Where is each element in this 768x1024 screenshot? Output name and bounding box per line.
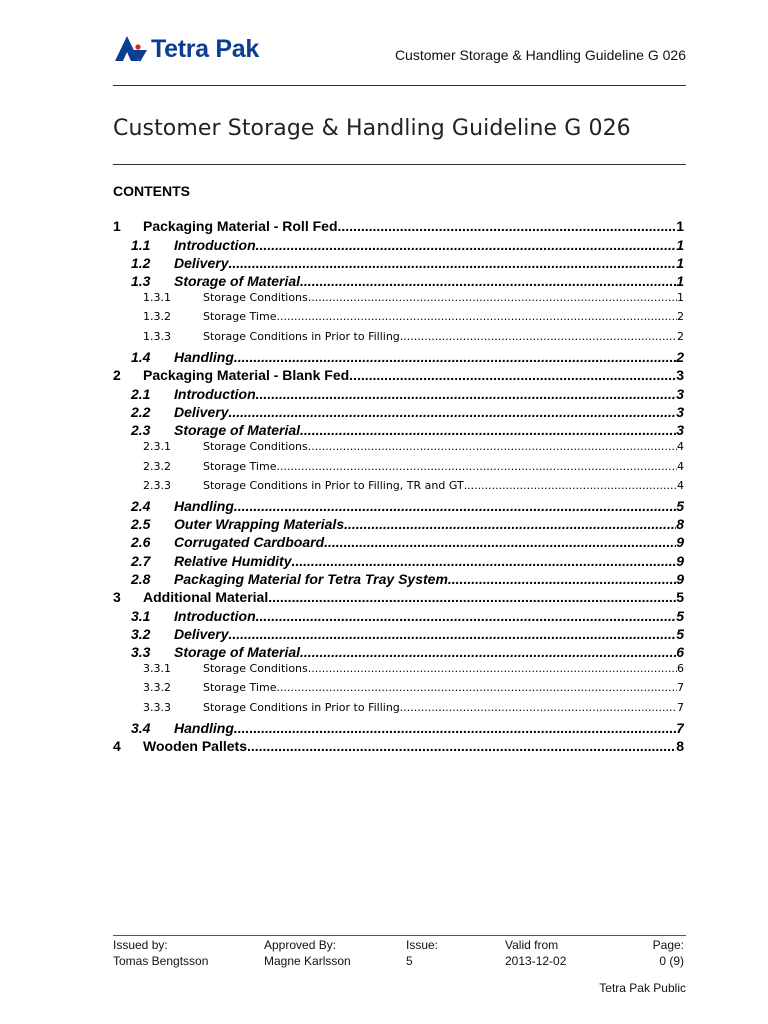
toc-entry-title: Storage Time (203, 459, 277, 473)
toc-entry-number: 3.3.2 (143, 681, 171, 695)
toc-entry-number: 3 (113, 589, 121, 606)
toc-entry[interactable] (113, 479, 684, 498)
toc-entry-title: Relative Humidity (174, 552, 292, 569)
toc-dot-leader (300, 273, 676, 289)
footer-valid-from (505, 937, 566, 969)
toc-entry-page: 2 (677, 310, 684, 324)
toc-entry-number: 3.1 (131, 607, 151, 624)
toc-entry[interactable] (113, 422, 684, 440)
toc-entry-number: 2.3.3 (143, 478, 171, 492)
toc-entry-title: Handling (174, 498, 234, 515)
toc-dot-leader (400, 701, 677, 714)
valid-from-value: 2013-12-02 (505, 954, 567, 968)
toc-dot-leader (276, 460, 677, 473)
toc-dot-leader (324, 534, 676, 550)
toc-entry-title: Storage Conditions (203, 662, 308, 676)
toc-dot-leader (234, 720, 676, 736)
tetra-pak-logo-icon (113, 34, 149, 64)
toc-entry-number: 2.3.2 (143, 459, 171, 473)
toc-entry-number: 2.4 (131, 498, 151, 515)
toc-dot-leader (308, 662, 677, 675)
toc-entry-page: 1 (676, 254, 684, 271)
logo-text: Tetra Pak (151, 34, 260, 63)
footer-divider (113, 935, 686, 936)
toc-dot-leader (234, 498, 676, 514)
toc-entry-page: 2 (676, 348, 684, 365)
toc-entry-number: 1.3 (131, 272, 151, 289)
issued-by-value: Tomas Bengtsson (113, 954, 209, 968)
toc-entry-number: 1.1 (131, 236, 151, 253)
toc-entry-number: 1.3.3 (143, 329, 171, 343)
toc-entry[interactable] (113, 237, 684, 255)
toc-entry-page: 7 (677, 700, 684, 714)
issue-value: 5 (406, 954, 413, 968)
toc-dot-leader (256, 386, 677, 402)
toc-entry-number: 4 (113, 738, 121, 755)
toc-entry[interactable] (113, 644, 684, 662)
toc-entry[interactable] (113, 460, 684, 479)
page-value: 0 (9) (659, 954, 684, 968)
toc-dot-leader (349, 367, 676, 383)
page-label: Page: (652, 938, 684, 952)
toc-entry-title: Corrugated Cardboard (174, 534, 325, 551)
contents-heading: CONTENTS (113, 183, 190, 199)
toc-entry-title: Introduction (174, 607, 256, 624)
toc-entry[interactable] (113, 662, 684, 681)
toc-dot-leader (268, 589, 676, 605)
toc-dot-leader (228, 255, 676, 271)
toc-entry[interactable] (113, 367, 684, 386)
toc-dot-leader (276, 681, 677, 694)
toc-entry-number: 1.4 (131, 348, 151, 365)
classification-label: Tetra Pak Public (599, 981, 686, 995)
toc-dot-leader (256, 237, 677, 253)
approved-by-value: Magne Karlsson (264, 954, 351, 968)
toc-entry-title: Packaging Material for Tetra Tray System (174, 570, 448, 587)
toc-entry-page: 8 (676, 516, 684, 533)
table-of-contents (113, 218, 684, 757)
issued-by-label: Issued by: (113, 938, 168, 952)
toc-entry[interactable] (113, 720, 684, 738)
toc-entry-number: 2.3 (131, 422, 151, 439)
toc-entry-number: 3.3.1 (143, 662, 171, 676)
toc-entry[interactable] (113, 330, 684, 349)
toc-entry-page: 4 (677, 478, 684, 492)
toc-dot-leader (291, 553, 676, 569)
toc-entry-page: 1 (676, 236, 684, 253)
toc-entry-title: Storage of Material (174, 272, 301, 289)
toc-dot-leader (400, 330, 677, 343)
toc-entry[interactable] (113, 218, 684, 237)
toc-entry-page: 6 (676, 643, 684, 660)
toc-entry-title: Outer Wrapping Materials (174, 516, 345, 533)
toc-entry[interactable] (113, 589, 684, 608)
toc-entry-title: Storage Conditions in Prior to Filling, TR and GT (203, 478, 464, 492)
toc-entry[interactable] (113, 310, 684, 329)
toc-dot-leader (448, 571, 676, 587)
toc-entry-page: 7 (677, 681, 684, 695)
toc-entry-page: 1 (677, 291, 684, 305)
toc-entry[interactable] (113, 273, 684, 291)
toc-entry-number: 2.8 (131, 570, 151, 587)
toc-dot-leader (300, 644, 676, 660)
toc-entry-number: 2.1 (131, 385, 151, 402)
toc-entry-title: Storage Conditions (203, 291, 308, 305)
toc-dot-leader (308, 440, 677, 453)
document-title: Customer Storage & Handling Guideline G 026 (113, 116, 631, 141)
toc-entry-number: 1 (113, 218, 121, 234)
toc-dot-leader (338, 218, 677, 234)
valid-from-label: Valid from (505, 938, 559, 952)
toc-entry-title: Additional Material (143, 589, 269, 606)
page-header (113, 30, 686, 86)
toc-entry[interactable] (113, 626, 684, 644)
toc-entry[interactable] (113, 534, 684, 552)
toc-entry-page: 3 (676, 403, 684, 420)
toc-dot-leader (344, 516, 676, 532)
toc-entry-number: 2.2 (131, 403, 151, 420)
toc-entry[interactable] (113, 386, 684, 404)
toc-entry[interactable] (113, 608, 684, 626)
approved-by-label: Approved By: (264, 938, 337, 952)
toc-entry-page: 5 (676, 498, 684, 515)
title-divider (113, 164, 686, 165)
toc-entry-page: 5 (676, 589, 684, 606)
toc-entry[interactable] (113, 291, 684, 310)
toc-entry-title: Delivery (174, 403, 229, 420)
toc-entry-page: 8 (676, 738, 684, 755)
toc-entry[interactable] (113, 738, 684, 757)
toc-dot-leader (256, 608, 677, 624)
toc-entry-number: 2.6 (131, 534, 151, 551)
issue-label: Issue: (406, 938, 439, 952)
toc-entry-page: 3 (676, 367, 684, 384)
toc-entry-title: Storage of Material (174, 422, 301, 439)
toc-entry-number: 1.2 (131, 254, 151, 271)
toc-dot-leader (276, 310, 677, 323)
toc-entry-title: Handling (174, 348, 234, 365)
toc-entry-number: 1.3.2 (143, 310, 171, 324)
toc-entry[interactable] (113, 498, 684, 516)
footer-issued-by (113, 937, 208, 969)
toc-entry-title: Introduction (174, 385, 256, 402)
footer-page (653, 937, 684, 969)
toc-entry-number: 3.2 (131, 625, 151, 642)
toc-entry-number: 3.3.3 (143, 700, 171, 714)
toc-entry-title: Delivery (174, 625, 229, 642)
header-divider (113, 85, 686, 86)
toc-entry-title: Storage Conditions in Prior to Filling (203, 329, 400, 343)
toc-entry-title: Storage of Material (174, 643, 301, 660)
toc-entry-page: 9 (676, 552, 684, 569)
toc-entry-title: Delivery (174, 254, 229, 271)
toc-entry-title: Handling (174, 719, 234, 736)
toc-entry-title: Wooden Pallets (143, 738, 247, 755)
toc-entry-title: Packaging Material - Blank Fed (143, 367, 350, 384)
toc-entry-page: 7 (676, 719, 684, 736)
toc-entry-number: 3.3 (131, 643, 151, 660)
toc-entry-page: 3 (676, 422, 684, 439)
toc-entry[interactable] (113, 404, 684, 422)
toc-entry[interactable] (113, 571, 684, 589)
toc-entry-title: Introduction (174, 236, 256, 253)
toc-entry-page: 9 (676, 570, 684, 587)
toc-entry[interactable] (113, 553, 684, 571)
toc-entry-page: 2 (677, 329, 684, 343)
toc-entry-number: 2.5 (131, 516, 151, 533)
footer-approved-by (264, 937, 351, 969)
toc-entry-number: 1.3.1 (143, 291, 171, 305)
toc-entry[interactable] (113, 349, 684, 367)
toc-entry[interactable] (113, 516, 684, 534)
toc-entry-title: Packaging Material - Roll Fed (143, 218, 338, 234)
toc-entry-number: 2.7 (131, 552, 151, 569)
toc-entry-page: 1 (676, 272, 684, 289)
toc-entry-title: Storage Conditions (203, 440, 308, 454)
toc-entry-page: 5 (676, 625, 684, 642)
toc-dot-leader (228, 626, 676, 642)
toc-dot-leader (247, 738, 676, 754)
toc-dot-leader (464, 479, 677, 492)
toc-entry-page: 4 (677, 459, 684, 473)
toc-entry-number: 2.3.1 (143, 440, 171, 454)
toc-entry-page: 5 (676, 607, 684, 624)
toc-dot-leader (234, 349, 676, 365)
toc-entry-page: 9 (676, 534, 684, 551)
toc-entry-number: 3.4 (131, 719, 151, 736)
toc-dot-leader (228, 404, 676, 420)
footer-issue (406, 937, 438, 969)
toc-entry-title: Storage Time (203, 681, 277, 695)
toc-entry[interactable] (113, 255, 684, 273)
toc-entry[interactable] (113, 701, 684, 720)
toc-entry-title: Storage Time (203, 310, 277, 324)
toc-entry[interactable] (113, 681, 684, 700)
toc-entry-number: 2 (113, 367, 121, 384)
toc-entry-page: 4 (677, 440, 684, 454)
toc-entry-page: 6 (677, 662, 684, 676)
toc-dot-leader (300, 422, 676, 438)
toc-entry-title: Storage Conditions in Prior to Filling (203, 700, 400, 714)
toc-entry[interactable] (113, 440, 684, 459)
toc-entry-page: 3 (676, 385, 684, 402)
toc-dot-leader (308, 291, 677, 304)
header-doc-ref: Customer Storage & Handling Guideline G 026 (394, 47, 686, 63)
tetra-pak-logo (113, 34, 259, 64)
toc-entry-page: 1 (676, 218, 684, 234)
